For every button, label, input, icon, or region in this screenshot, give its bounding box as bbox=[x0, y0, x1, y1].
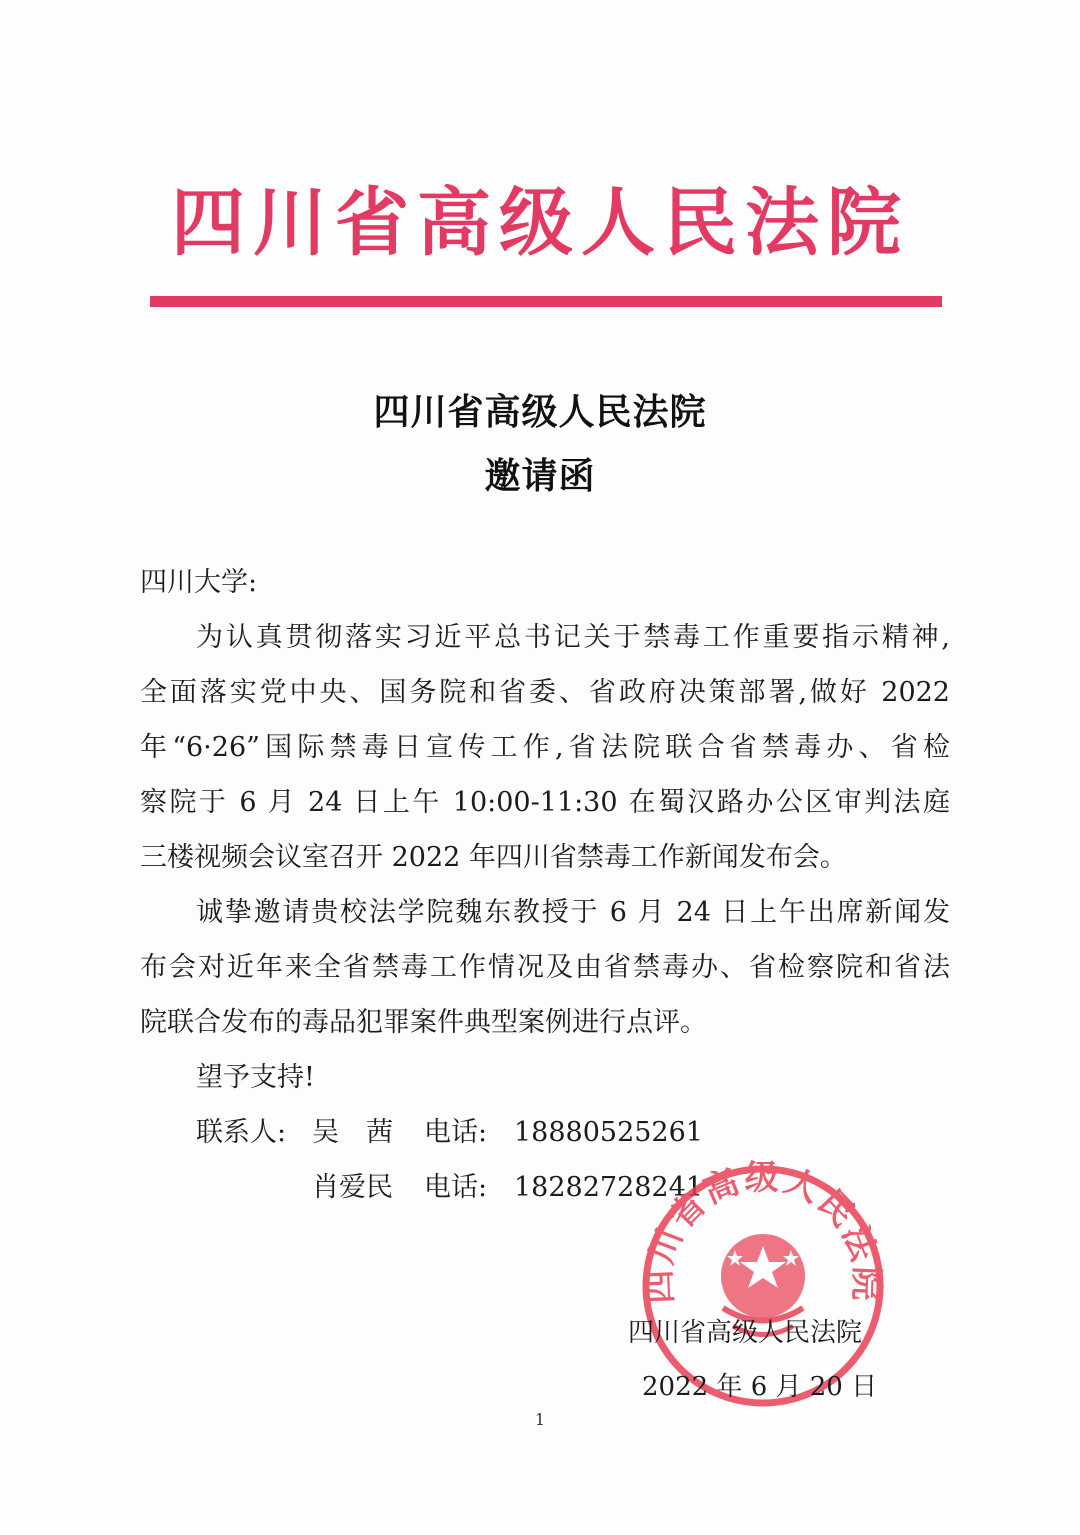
paragraph1-line3: 年“6·26”国际禁毒日宣传工作,省法院联合省禁毒办、省检 bbox=[140, 732, 950, 763]
masthead-title: 四川省高级人民法院 bbox=[171, 180, 909, 266]
paragraph2-line2: 布会对近年来全省禁毒工作情况及由省禁毒办、省检察院和省法 bbox=[140, 952, 950, 983]
contact-name: 吴 茜 bbox=[312, 1117, 393, 1148]
contact-name: 肖爱民 bbox=[312, 1172, 393, 1203]
contact-phone: 18282728241 bbox=[514, 1172, 703, 1203]
closing-remark: 望予支持! bbox=[196, 1062, 315, 1093]
page-number: 1 bbox=[534, 1410, 546, 1429]
paragraph1-line1: 为认真贯彻落实习近平总书记关于禁毒工作重要指示精神, bbox=[196, 622, 950, 653]
seal-text: 四川省高级人民法院 bbox=[639, 1158, 887, 1305]
recipient: 四川大学: bbox=[140, 567, 258, 598]
paragraph1-line2: 全面落实党中央、国务院和省委、省政府决策部署,做好 2022 bbox=[140, 677, 950, 708]
phone-label: 电话: bbox=[424, 1117, 488, 1148]
contact-label: 联系人: bbox=[196, 1117, 287, 1148]
document-subtitle: 邀请函 bbox=[484, 455, 596, 497]
paragraph2-line1: 诚挚邀请贵校法学院魏东教授于 6 月 24 日上午出席新闻发 bbox=[196, 897, 950, 928]
paragraph2-line3: 院联合发布的毒品犯罪案件典型案例进行点评。 bbox=[140, 1007, 707, 1038]
document-title: 四川省高级人民法院 bbox=[373, 391, 707, 433]
signature-date: 2022 年 6 月 20 日 bbox=[642, 1372, 878, 1402]
masthead-red-rule bbox=[150, 296, 942, 307]
signature-org: 四川省高级人民法院 bbox=[628, 1318, 863, 1348]
paragraph1-line5: 三楼视频会议室召开 2022 年四川省禁毒工作新闻发布会。 bbox=[140, 842, 847, 873]
contact-phone: 18880525261 bbox=[514, 1117, 703, 1148]
paragraph1-line4: 察院于 6 月 24 日上午 10:00-11:30 在蜀汉路办公区审判法庭 bbox=[140, 787, 950, 818]
contact-row-1 bbox=[196, 1113, 703, 1153]
phone-label: 电话: bbox=[424, 1172, 488, 1203]
